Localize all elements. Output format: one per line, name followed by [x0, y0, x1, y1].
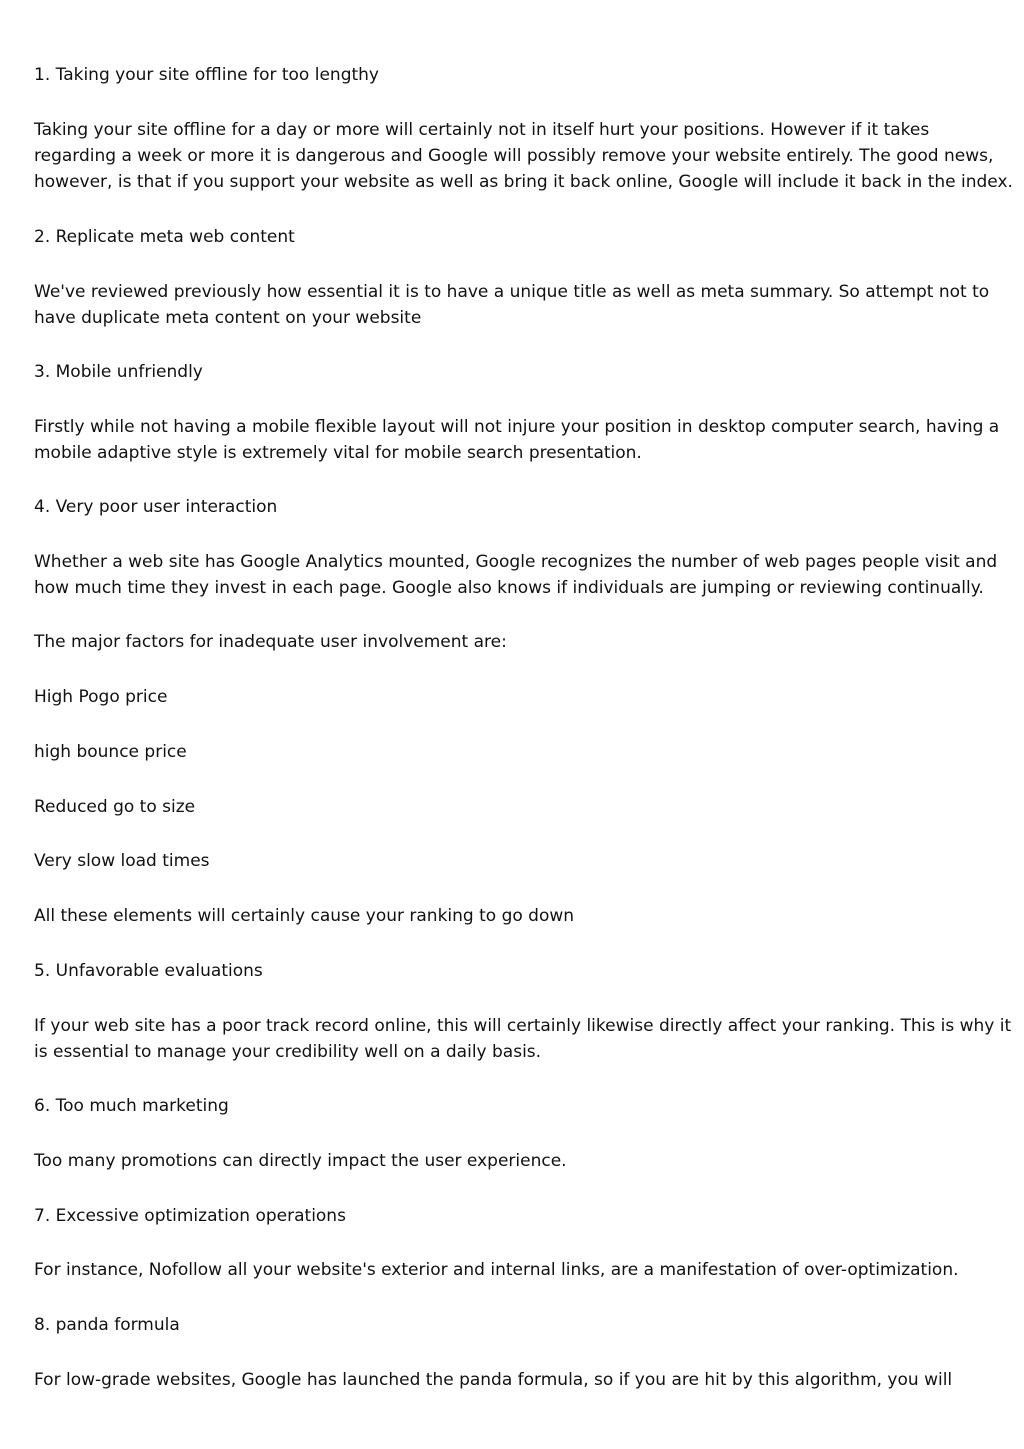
factors-intro: The major factors for inadequate user involvement are: — [34, 632, 507, 652]
paragraph-2-line-1: We've reviewed previously how essential it is to have a unique title as well as meta summary. So attempt not to — [34, 282, 990, 302]
paragraph-1-line-3: however, is that if you support your website as well as bring it back online, Google will include it back in the index. — [34, 172, 1013, 192]
factor-item: high bounce price — [34, 742, 187, 762]
paragraph-5-line-2: is essential to manage your credibility well on a daily basis. — [34, 1042, 542, 1062]
factor-item: Reduced go to size — [34, 797, 196, 817]
heading-8: 8. panda formula — [34, 1315, 180, 1335]
paragraph-6: Too many promotions can directly impact the user experience. — [34, 1151, 567, 1171]
heading-2: 2. Replicate meta web content — [34, 227, 295, 247]
factors-summary: All these elements will certainly cause your ranking to go down — [34, 906, 575, 926]
heading-7: 7. Excessive optimization operations — [34, 1206, 346, 1226]
paragraph-1-line-2: regarding a week or more it is dangerous and Google will possibly remove your website entirely. The good news, — [34, 146, 994, 166]
paragraph-5-line-1: If your web site has a poor track record online, this will certainly likewise directly affect your ranking. This is why it — [34, 1016, 1012, 1036]
paragraph-4-line-2: how much time they invest in each page. Google also knows if individuals are jumping or reviewing continually. — [34, 578, 984, 598]
heading-5: 5. Unfavorable evaluations — [34, 961, 263, 981]
paragraph-1-line-1: Taking your site offline for a day or more will certainly not in itself hurt your positions. However if it takes — [34, 120, 930, 140]
paragraph-3-line-1: Firstly while not having a mobile flexible layout will not injure your position in desktop computer search, having a — [34, 417, 1000, 437]
paragraph-3-line-2: mobile adaptive style is extremely vital for mobile search presentation. — [34, 443, 642, 463]
heading-6: 6. Too much marketing — [34, 1096, 229, 1116]
factor-item: High Pogo price — [34, 687, 168, 707]
factor-item: Very slow load times — [34, 851, 210, 871]
paragraph-2-line-2: have duplicate meta content on your website — [34, 308, 422, 328]
heading-3: 3. Mobile unfriendly — [34, 362, 203, 382]
heading-4: 4. Very poor user interaction — [34, 497, 278, 517]
paragraph-4-line-1: Whether a web site has Google Analytics mounted, Google recognizes the number of web pages people visit and — [34, 552, 998, 572]
paragraph-7: For instance, Nofollow all your website's exterior and internal links, are a manifestation of over-optimization. — [34, 1260, 959, 1280]
paragraph-8: For low-grade websites, Google has launched the panda formula, so if you are hit by this algorithm, you will — [34, 1370, 953, 1390]
heading-1: 1. Taking your site offline for too lengthy — [34, 65, 379, 85]
